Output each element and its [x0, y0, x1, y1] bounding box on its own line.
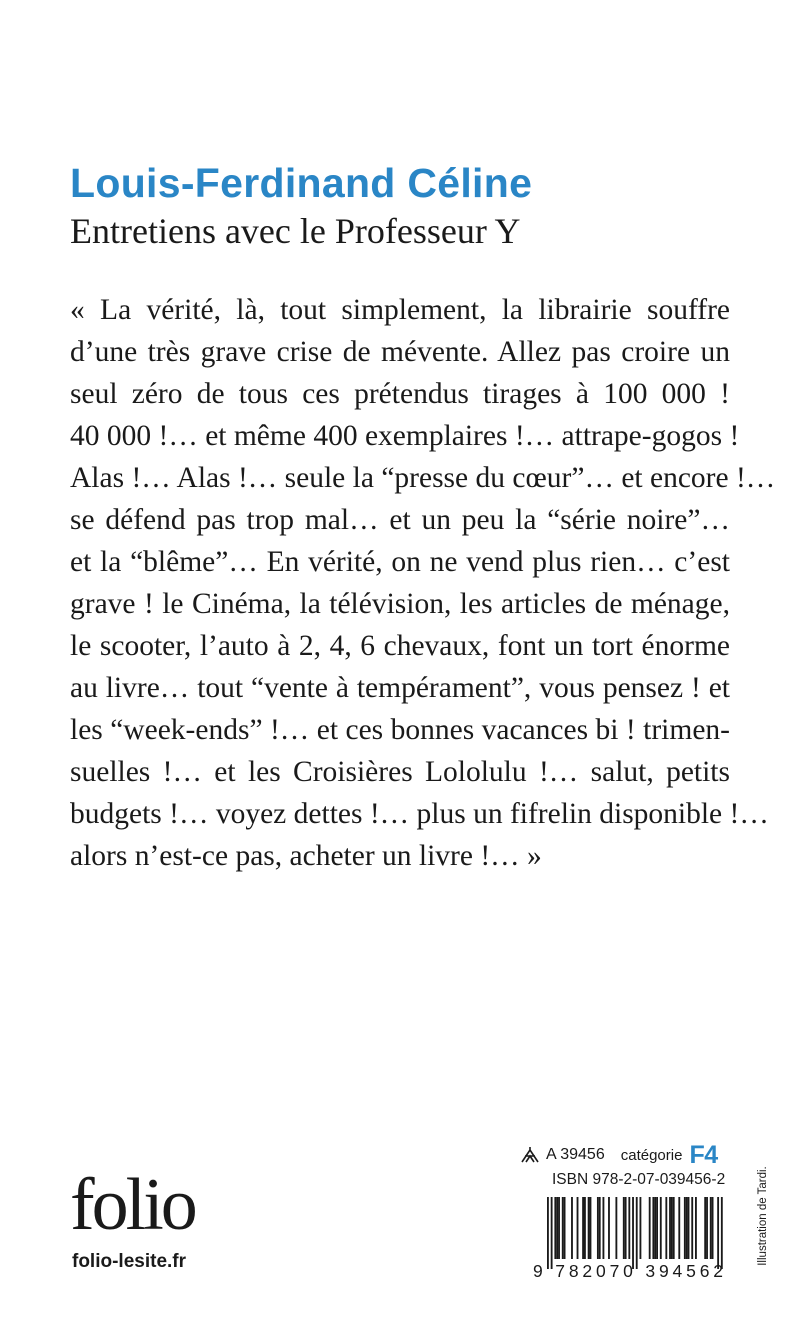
- barcode: [533, 1197, 725, 1279]
- barcode-bars: [547, 1197, 723, 1269]
- blurb-line: « La vérité, là, tout simplement, la librairie souffre: [70, 294, 730, 326]
- barcode-bar: [551, 1197, 553, 1269]
- barcode-bar: [640, 1197, 642, 1259]
- folio-logo: folio: [70, 1164, 195, 1246]
- barcode-digits: 9 782070 394562: [533, 1261, 723, 1279]
- barcode-bar: [547, 1197, 549, 1269]
- barcode-bar: [710, 1197, 712, 1259]
- blurb-line: et la “blême”… En vérité, on ne vend plus rien… c’est: [70, 546, 730, 578]
- barcode-bar: [625, 1197, 627, 1259]
- blurb-line: se défend pas trop mal… et un peu la “série noire”…: [70, 504, 730, 536]
- catalog-code: A 39456: [546, 1146, 605, 1163]
- isbn-number: ISBN 978-2-07-039456-2: [552, 1171, 726, 1188]
- publisher-website: folio-lesite.fr: [72, 1251, 187, 1272]
- barcode-bar: [691, 1197, 693, 1259]
- illustration-credit-text: Illustration de Tardi.: [757, 1166, 769, 1266]
- blurb-line: au livre… tout “vente à tempérament”, vous pensez ! et: [70, 672, 730, 704]
- author-name: Louis-Ferdinand Céline: [70, 160, 533, 206]
- barcode-bar: [556, 1197, 558, 1259]
- barcode-bar: [688, 1197, 690, 1259]
- barcode-bar: [597, 1197, 599, 1259]
- barcode-bar: [652, 1197, 654, 1259]
- catalog-code-row: [520, 1140, 718, 1170]
- barcode-bar: [608, 1197, 610, 1259]
- barcode-bar: [603, 1197, 605, 1259]
- barcode-bar: [577, 1197, 579, 1259]
- barcode-bar: [649, 1197, 651, 1259]
- barcode-bar: [673, 1197, 675, 1259]
- blurb-line: alors n’est-ce pas, acheter un livre !… »: [70, 840, 542, 872]
- barcode-bar: [558, 1197, 560, 1259]
- barcode-bar: [590, 1197, 592, 1259]
- blurb-line: seul zéro de tous ces prétendus tirages à 100 000 !: [70, 378, 730, 410]
- barcode-bar: [582, 1197, 584, 1259]
- barcode-bar: [632, 1197, 634, 1269]
- barcode-bar: [678, 1197, 680, 1259]
- barcode-bar: [669, 1197, 671, 1259]
- barcode-bar: [564, 1197, 566, 1259]
- barcode-bar: [684, 1197, 686, 1259]
- barcode-bar: [628, 1197, 630, 1259]
- barcode-bar: [721, 1197, 723, 1269]
- barcode-bar: [717, 1197, 719, 1269]
- illustration-credit: [755, 1160, 771, 1272]
- barcode-bar: [584, 1197, 586, 1259]
- barcode-bar: [686, 1197, 688, 1259]
- barcode-bar: [588, 1197, 590, 1259]
- blurb-line: le scooter, l’auto à 2, 4, 6 chevaux, font un tort énorme: [70, 630, 730, 662]
- barcode-bar: [554, 1197, 556, 1259]
- blurb-line: les “week-ends” !… et ces bonnes vacances bi ! trimen-: [70, 714, 730, 746]
- blurb-line: 40 000 !… et même 400 exemplaires !… attrape-gogos !: [70, 420, 740, 452]
- barcode-bar: [704, 1197, 706, 1259]
- barcode-bar: [695, 1197, 697, 1259]
- blurb-line: d’une très grave crise de mévente. Allez pas croire un: [70, 336, 730, 368]
- blurb-line: suelles !… et les Croisières Lololulu !… salut, petits: [70, 756, 730, 788]
- barcode-bar: [636, 1197, 638, 1269]
- category-label: catégorie: [620, 1146, 683, 1164]
- barcode-bar: [571, 1197, 573, 1259]
- blurb-line: grave ! le Cinéma, la télévision, les articles de ménage,: [70, 588, 730, 620]
- barcode-bar: [706, 1197, 708, 1259]
- barcode-bar: [654, 1197, 656, 1259]
- blurb-line: Alas !… Alas !… seule la “presse du cœur”… et encore !…: [70, 462, 776, 494]
- back-cover-blurb: [70, 289, 776, 877]
- category-value: F4: [689, 1140, 718, 1169]
- barcode-bar: [660, 1197, 662, 1259]
- barcode-bar: [712, 1197, 714, 1259]
- barcode-bar: [656, 1197, 658, 1259]
- barcode-bar: [615, 1197, 617, 1259]
- blurb-line: budgets !… voyez dettes !… plus un fifrelin disponible !…: [70, 798, 769, 830]
- barcode-bar: [665, 1197, 667, 1259]
- barcode-bar: [623, 1197, 625, 1259]
- barcode-bar: [562, 1197, 564, 1259]
- barcode-bar: [671, 1197, 673, 1259]
- barcode-bar: [599, 1197, 601, 1259]
- book-title: Entretiens avec le Professeur Y: [70, 211, 521, 251]
- gallimard-emblem-icon: [520, 1146, 540, 1164]
